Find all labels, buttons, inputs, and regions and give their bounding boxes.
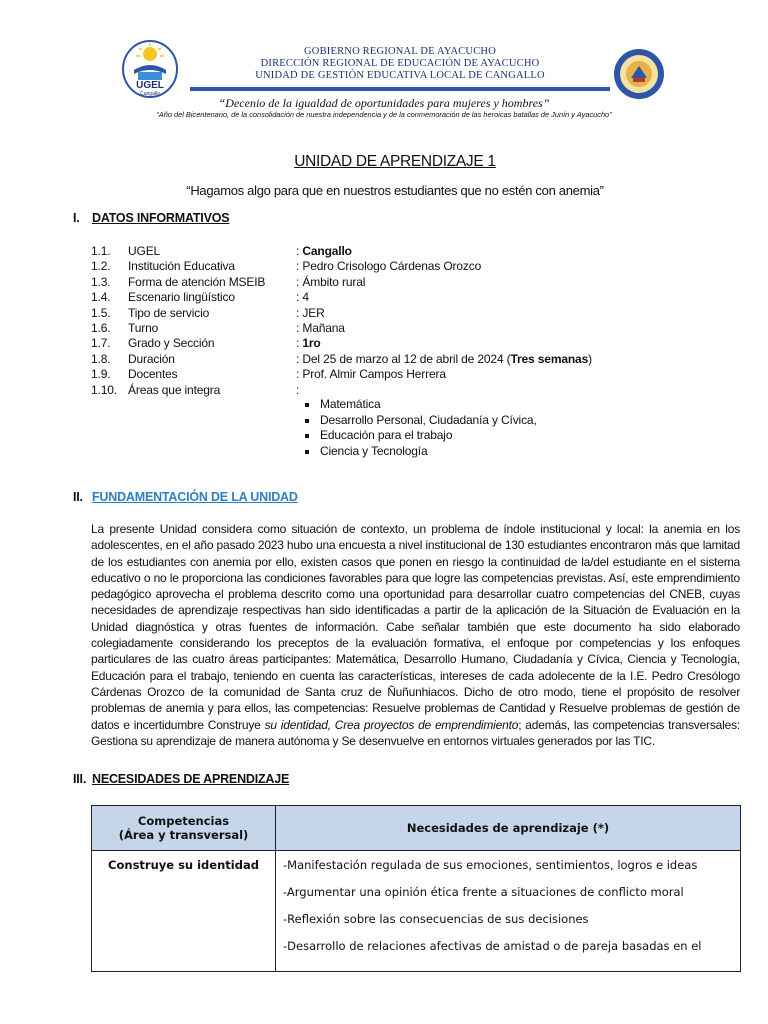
header-line-1: GOBIERNO REGIONAL DE AYACUCHO <box>304 46 496 57</box>
necesidad-item: -Desarrollo de relaciones afectivas de amistad o de pareja basadas en el <box>283 939 702 953</box>
header-rule <box>190 87 610 91</box>
logo-left-sub: Cangallo <box>140 91 160 97</box>
area-item: Matemática <box>305 397 537 413</box>
fundamentacion-paragraph: La presente Unidad considera como situación de contexto, un problema de índole institucional y local: la anemia en los adolescentes, en el año pasado 2023 hubo una encuesta a nivel institucional de 130 estudiantes encontraron más que lamitad de los estudiantes con anemia por ello, existen casos que ponen en riesgo la continuidad de la/del estudiante en el sistema educativo o no le proporciona las condiciones favorables para que logre las competencias previstas. Así, este emprendimiento pedagógico aprovecha el problema descrito como una oportunidad para desarrollar cuatro competencias del CNEB, cuyas necesidades de aprendizaje respectivas han sido identificadas a partir de la aplicación de la Situación de Evaluación en la Unidad diagnóstica y otras fuentes de información. Cabe señalar también que este documento ha sido elaborado colegiadamente considerando los preceptos de la evaluación formativa, el enfoque por competencias y los enfoques particulares de las cuatro áreas participantes: Matemática, Desarrollo Humano, Ciudadanía y Cívica, Ciencia y Tecnología, Educación para el trabajo, teniendo en cuenta las características, intereses de cada adolecente de la I.E. Pedro Cresólogo Cárdenas Orozco de la comunidad de Santa cruz de Ñuñunhiacos. Dicho de otro modo, tiene el propósito de resolver problemas de anemia y para ellos, las competencias: Resuelve problemas de Cantidad y Resuelve problemas de gestión de datos e incertidumbre Construye su identidad, Crea proyectos de emprendimiento; además, las competencias transversales: Gestiona su aprendizaje de manera autónoma y Se desenvuelve en entornos virtuales generados por las TIC. <box>91 522 741 748</box>
dato-label: Grado y Sección <box>128 336 215 351</box>
decenio-motto: “Decenio de la igualdad de oportunidades para mujeres y hombres” <box>218 96 550 110</box>
header-line-3: UNIDAD DE GESTIÓN EDUCATIVA LOCAL DE CANGALLO <box>255 70 545 81</box>
bullet-icon <box>305 434 309 438</box>
section-2-heading: II. FUNDAMENTACIÓN DE LA UNIDAD <box>73 490 298 504</box>
dato-value: : <box>296 382 300 397</box>
section-3-heading: III. NECESIDADES DE APRENDIZAJE <box>73 772 290 786</box>
necesidad-item: -Manifestación regulada de sus emociones, sentimientos, logros e ideas <box>283 858 698 872</box>
competencia-cell: Construye su identidad <box>92 851 276 972</box>
dato-number: 1.3. <box>91 274 111 289</box>
necesidad-item: -Argumentar una opinión ética frente a situaciones de conflicto moral <box>283 885 684 899</box>
drea-seal <box>613 48 665 100</box>
dato-value: : 4 <box>296 290 309 305</box>
area-item: Desarrollo Personal, Ciudadanía y Cívica, <box>305 413 537 429</box>
necesidades-cell <box>276 851 741 972</box>
dato-label: Turno <box>128 321 159 335</box>
necesidad-item: -Reflexión sobre las consecuencias de sus decisiones <box>283 912 589 926</box>
dato-value: : JER <box>296 305 325 320</box>
dato-value: : Prof. Almir Campos Herrera <box>296 367 446 382</box>
table-header-necesidades: Necesidades de aprendizaje (*) <box>276 806 741 851</box>
dato-number: 1.8. <box>91 351 111 366</box>
bullet-icon <box>305 419 309 423</box>
area-item: Educación para el trabajo <box>305 428 537 444</box>
dato-number: 1.9. <box>91 367 111 382</box>
dato-number: 1.4. <box>91 290 111 305</box>
dato-value: : Del 25 de marzo al 12 de abril de 2024 (Tres semanas) <box>296 351 592 366</box>
dato-label: Escenario lingüístico <box>128 290 235 305</box>
dato-number: 1.10. <box>91 382 117 397</box>
ugel-logo <box>122 40 178 98</box>
bullet-icon <box>305 450 309 454</box>
dato-number: 1.5. <box>91 305 111 320</box>
table-row <box>92 851 741 972</box>
dato-number: 1.6. <box>91 321 111 335</box>
dato-number: 1.1. <box>91 244 111 258</box>
dato-label: Institución Educativa <box>128 259 235 274</box>
dato-label: UGEL <box>128 244 161 258</box>
logo-left-text: UGEL <box>136 80 164 91</box>
dato-number: 1.7. <box>91 336 111 351</box>
dato-label: Tipo de servicio <box>128 305 210 320</box>
dato-value: : 1ro <box>296 336 321 351</box>
dato-value: : Mañana <box>296 321 345 335</box>
needs-table <box>91 805 741 972</box>
unit-title: UNIDAD DE APRENDIZAJE 1 <box>294 153 496 170</box>
dato-number: 1.2. <box>91 259 111 274</box>
dato-label: Forma de atención MSEIB <box>128 274 266 289</box>
dato-label: Docentes <box>128 367 178 382</box>
unit-subtitle: “Hagamos algo para que en nuestros estudiantes que no estén con anemia” <box>186 183 604 198</box>
table-header-competencias: Competencias (Área y transversal) <box>92 806 276 851</box>
section-1-heading: I. DATOS INFORMATIVOS <box>73 211 230 225</box>
area-item: Ciencia y Tecnología <box>305 444 537 460</box>
bullet-icon <box>305 403 309 407</box>
dato-label: Áreas que integra <box>128 382 221 397</box>
dato-label: Duración <box>128 351 175 366</box>
dato-value: : Cangallo <box>296 244 352 258</box>
dato-value: : Ámbito rural <box>296 274 366 289</box>
dato-value: : Pedro Crisologo Cárdenas Orozco <box>296 259 482 274</box>
year-motto: “Año del Bicentenario, de la consolidación de nuestra independencia y de la conmemoración de las heroicas batallas de Junín y Ayacucho” <box>156 110 612 119</box>
header-line-2: DIRECCIÓN REGIONAL DE EDUCACIÓN DE AYACUCHO <box>260 58 540 69</box>
areas-list <box>305 397 537 459</box>
